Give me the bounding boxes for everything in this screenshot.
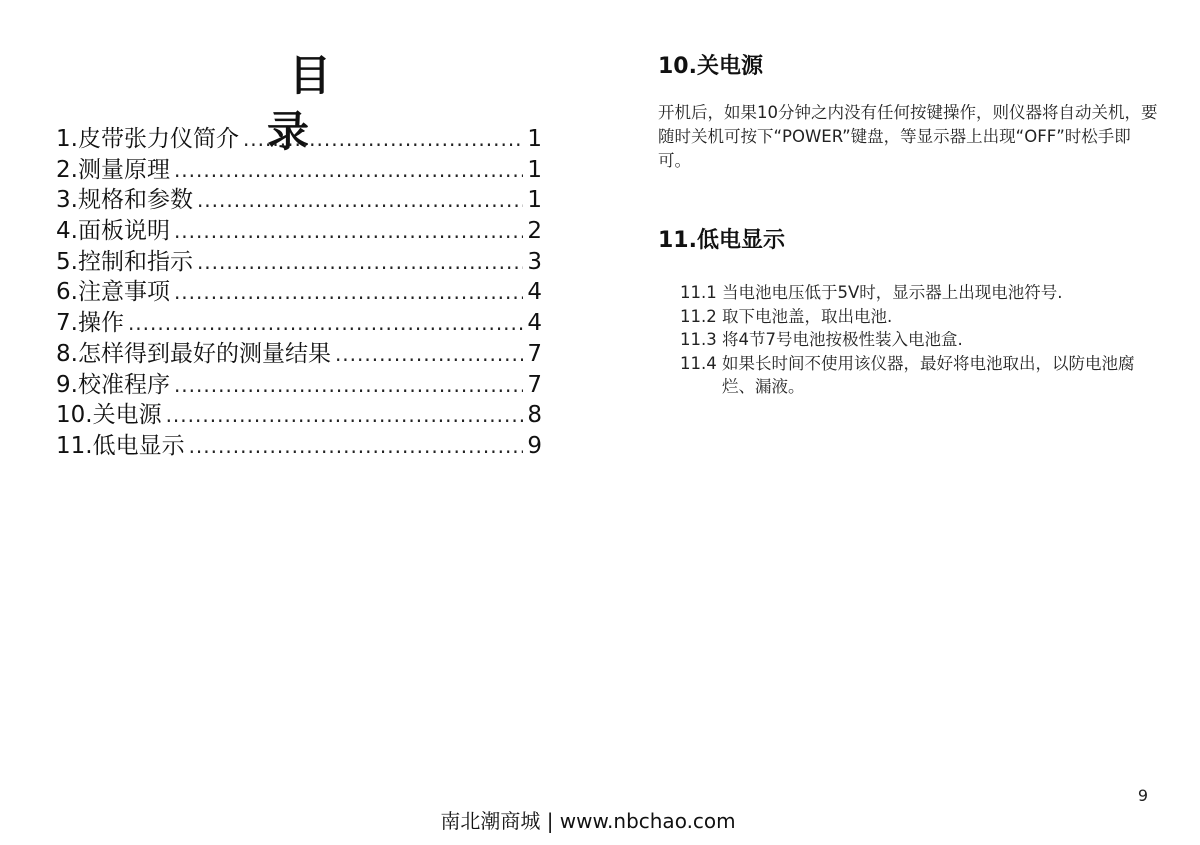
toc-entry-page: 1 [527, 156, 542, 183]
toc-entry[interactable] [56, 370, 542, 401]
toc-entry[interactable] [56, 277, 542, 308]
toc-entry-page: 8 [527, 402, 542, 429]
toc-list [56, 124, 542, 462]
page-number: 9 [1137, 786, 1149, 805]
toc-entry[interactable] [56, 155, 542, 186]
toc-entry-page: 1 [527, 126, 542, 152]
list-item [680, 352, 1160, 399]
toc-entry[interactable] [56, 247, 542, 278]
list-item [680, 328, 1160, 352]
section-11-heading: 11.低电显示 [658, 228, 785, 253]
list-item-number: 11.1 [680, 283, 717, 302]
toc-entry[interactable] [56, 185, 542, 216]
toc-entry-page: 9 [527, 432, 542, 459]
toc-entry-page: 4 [527, 279, 542, 306]
toc-entry-leader [335, 339, 523, 370]
toc-entry-label: 5.控制和指示 [56, 248, 193, 275]
toc-entry-page: 2 [527, 218, 542, 245]
toc-entry-label: 6.注意事项 [56, 279, 170, 306]
toc-entry-leader [174, 155, 523, 186]
list-item-text: 如果长时间不使用该仪器，最好将电池取出，以防电池腐烂、漏液。 [722, 353, 1135, 396]
toc-entry-leader [166, 400, 524, 431]
toc-entry-leader [174, 216, 523, 247]
toc-entry-leader [174, 277, 523, 308]
toc-entry-leader [128, 308, 523, 339]
toc-entry-label: 8.怎样得到最好的测量结果 [56, 340, 331, 367]
list-item [680, 281, 1160, 305]
toc-entry-label: 4.面板说明 [56, 218, 170, 245]
toc-entry-page: 7 [527, 371, 542, 398]
toc-entry-page: 4 [527, 310, 542, 337]
toc-title: 目 录 [266, 51, 375, 156]
toc-entry-leader [197, 247, 523, 278]
toc-entry-label: 7.操作 [56, 310, 124, 337]
toc-entry-leader [197, 185, 523, 216]
toc-entry-page: 1 [527, 187, 542, 214]
footer-watermark: 南北潮商城 | www.nbchao.com [440, 809, 736, 833]
toc-entry-label: 9.校准程序 [56, 371, 170, 398]
section-10-body: 开机后，如果10分钟之内没有任何按键操作，则仪器将自动关机，要随时关机可按下“POWER”键盘，等显示器上出现“OFF”时松手即可。 [658, 103, 1158, 170]
toc-entry-page: 7 [527, 340, 542, 367]
list-item-text: 取下电池盖，取出电池. [722, 306, 893, 326]
toc-entry[interactable] [56, 124, 542, 155]
list-item-text: 将4节7号电池按极性装入电池盒. [722, 330, 963, 349]
toc-entry[interactable] [56, 216, 542, 247]
list-item-number: 11.2 [680, 306, 717, 326]
toc-entry[interactable] [56, 400, 542, 431]
toc-entry-label: 10.关电源 [56, 402, 162, 429]
toc-entry-label: 2.测量原理 [56, 156, 170, 183]
toc-entry[interactable] [56, 308, 542, 339]
toc-entry-page: 3 [527, 248, 542, 275]
list-item-number: 11.3 [680, 330, 717, 349]
toc-entry-label: 11.低电显示 [56, 432, 185, 459]
list-item-number: 11.4 [680, 353, 717, 373]
toc-entry-leader [174, 370, 523, 401]
toc-entry-leader [189, 431, 524, 462]
section-11-list [680, 281, 1160, 399]
toc-entry-label: 3.规格和参数 [56, 187, 193, 214]
toc-entry[interactable] [56, 339, 542, 370]
list-item-text: 当电池电压低于5V时，显示器上出现电池符号. [722, 283, 1063, 302]
toc-entry-label: 1.皮带张力仪简介 [56, 126, 239, 152]
section-10-heading: 10.关电源 [658, 54, 763, 79]
toc-entry-leader [243, 124, 523, 155]
toc-entry[interactable] [56, 431, 542, 462]
list-item [680, 305, 1160, 329]
